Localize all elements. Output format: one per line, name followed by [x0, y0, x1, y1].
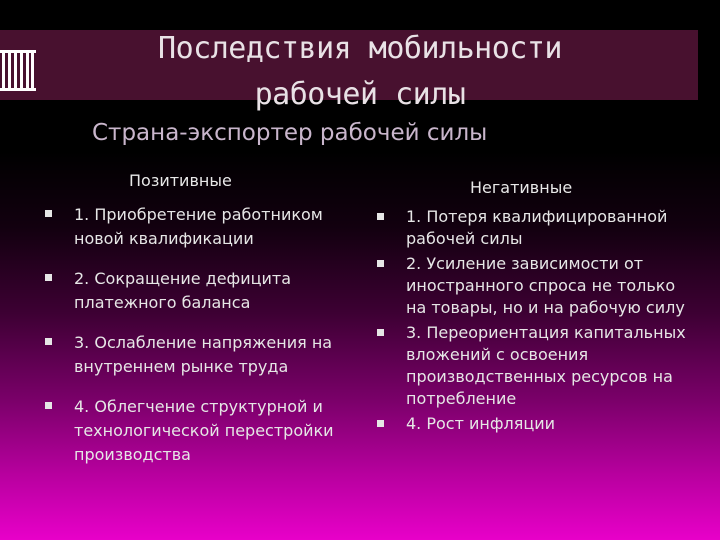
bullet-icon: [45, 402, 52, 409]
positive-heading: Позитивные: [129, 171, 232, 190]
list-item: 2. Усиление зависимости от иностранного спроса не только на товары, но и на рабочую силу: [374, 253, 694, 319]
list-item: 4. Рост инфляции: [374, 413, 694, 435]
list-item: 2. Сокращение дефицита платежного баланса: [42, 267, 352, 315]
bullet-icon: [45, 274, 52, 281]
decorative-stripes-icon: [0, 48, 40, 92]
slide-subtitle: Страна-экспортер рабочей силы: [92, 120, 488, 146]
list-item: 4. Облегчение структурной и технологической перестройки производства: [42, 395, 352, 467]
positive-list: [42, 203, 352, 483]
slide-title-line-1: Последствия мобильности: [158, 31, 562, 66]
list-item: 1. Потеря квалифицированной рабочей силы: [374, 206, 694, 250]
negative-list: [374, 206, 694, 438]
bullet-icon: [377, 260, 384, 267]
list-item: 3. Ослабление напряжения на внутреннем рынке труда: [42, 331, 352, 379]
slide-title-line-2: рабочей силы: [254, 77, 466, 112]
list-item: 3. Переориентация капитальных вложений с освоения производственных ресурсов на потребление: [374, 322, 694, 410]
list-item: 1. Приобретение работником новой квалификации: [42, 203, 352, 251]
slide-title: [60, 26, 660, 118]
bullet-icon: [377, 213, 384, 220]
bullet-icon: [377, 420, 384, 427]
bullet-icon: [377, 329, 384, 336]
negative-heading: Негативные: [470, 178, 573, 197]
bullet-icon: [45, 210, 52, 217]
bullet-icon: [45, 338, 52, 345]
